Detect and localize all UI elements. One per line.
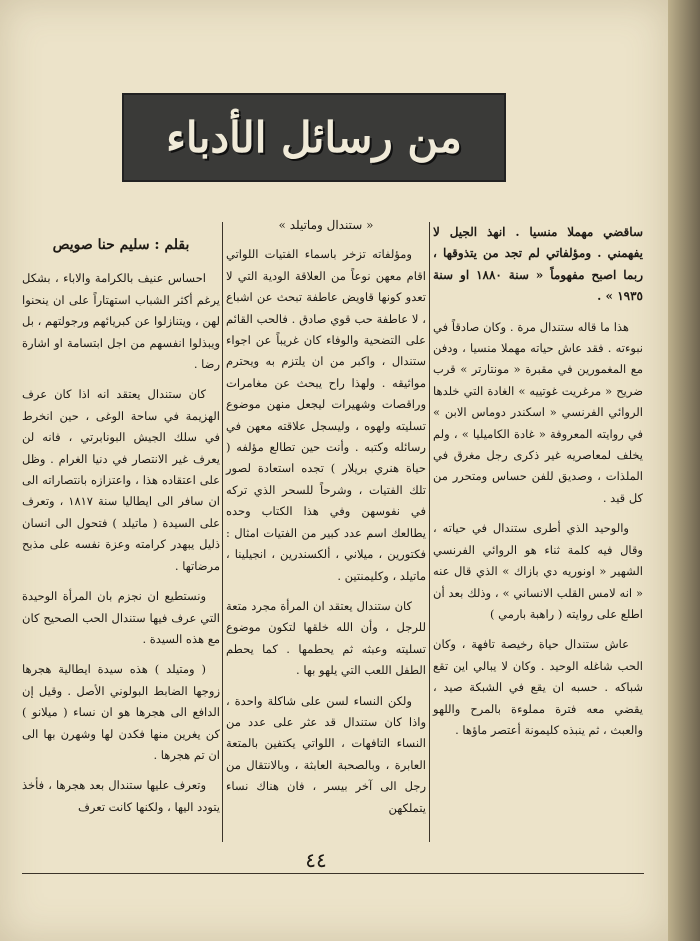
paragraph: وتعرف عليها ستندال بعد هجرها ، فأخذ يتودد اليها ، ولكنها كانت تعرف — [22, 778, 220, 814]
article-column-middle — [226, 215, 426, 828]
paragraph: ومؤلفاته تزخر باسماء الفتيات اللواتي اقام معهن نوعاً من العلاقة الودية التي لا تعدو كونها قاويض عاطفة تبحث عن اشباع ، لا عاطفة حب قوي صادق . فالحب القائم على التضحية والوفاء كان غريباً عن اجواء ستندال ، واكبر من ان يلتزم به ويحترم مواثيقه . ولهذا راح يبحث عن مغامرات وراقصات وشهيرات ليجعل منهن موضوع تسليته ولهوه ، وليسجل علاقته معهن في رسائله وكتبه . وأنت حين تطالع مؤلفه ( حياة هنري بريلار ) تجده استعادة لصور تلك الفتيات ، وشرحاً للسحر الذي تركه في نفوسهن وفي هذا الكتاب وحده يطالعك اسم عدد كبير من الفتيات امثال : فكتورين ، ميلاني ، ألكسندرين ، انجيلينا ، ماتيلد ، وكليمنتين . — [226, 247, 426, 583]
article-column-right — [433, 222, 643, 750]
paragraph: ونستطيع ان نجزم بان المرأة الوحيدة التي عرف فيها ستندال الحب الصحيح كان مع هذه السيدة . — [22, 589, 220, 646]
paragraph: ( ومتيلد ) هذه سيدة ايطالية هجرها زوجها الضابط البولوني الأصل . وقيل إن الدافع الى هجرها هو ان نساء ( ميلانو ) كن يغرين منها فكدن لها وشهرن بها الى ان تم هجرها . — [22, 662, 220, 762]
column-divider — [222, 222, 223, 842]
banner-title: من رسائل الأدباء — [166, 113, 462, 162]
column-title: « ستندال وماتيلد » — [278, 218, 374, 232]
paragraph: احساس عنيف بالكرامة والاباء ، بشكل يرغم أكثر الشباب استهتاراً على ان ينحنوا لهن ، ويتنازلوا عن كبريائهم ورجولتهم ، بل ويبذلوا انفسهم من اجل ابتسامة او اشارة رضا . — [22, 271, 220, 372]
article-column-left — [22, 215, 220, 827]
paragraph: كان ستندال يعتقد انه اذا كان عرف الهزيمة في ساحة الوغى ، حين انخرط في سلك الجيش البونابرتي ، فانه لن يعرف غير الانتصار في دنيا الغرام . وظل على اعتقاده هذا ، واعتزازه بانتصاراته الى ان سافر الى ايطاليا سنة ١٨١٧ ، وتعرف على السيدة ( ماتيلد ) فتحول الى انسان ذليل يبهدر كرامته وعزة نفسه على مذبح مرضاتها . — [22, 387, 220, 573]
page-number: ٤٤ — [305, 848, 327, 872]
paragraph: ولكن النساء لسن على شاكلة واحدة ، واذا كان ستندال قد عثر على عدد من النساء التافهات ، اللواتي يكتفين بالمتعة العابرة ، وبالصحبة العابثة ، وبالانتقال من رجل الى آخر بيسر ، فان هناك نساء يتملكهن — [226, 693, 426, 815]
section-banner — [122, 93, 506, 182]
paragraph: كان ستندال يعتقد ان المرأة مجرد متعة للرجل ، وأن الله خلقها لتكون موضوع تسليته وعبثه ثم يحطمها . كما يحطم الطفل اللعب التي يلهو بها . — [226, 598, 426, 678]
page-edge — [668, 0, 700, 941]
footer-rule — [22, 873, 644, 874]
paragraph: عاش ستندال حياة رخيصة تافهة ، وكان الحب شاغله الوحيد . وكان لا يبالي اين تقع شباكه . حسبه ان يقع في الشبكة صيد ، يقضي معه فترة مملوءة بالمرح واللهو والعبث ، ثم ينبذه كليمونة أعتصر ماؤها . — [433, 637, 643, 737]
intro-quote: ساقضي مهملا منسيا . انهذ الجيل لا يفهمني . ومؤلفاتي لم تجد من يتذوقها ، ربما اصبح مفهوماً « سنة ١٨٨٠ او سنة ١٩٣٥ » . — [433, 225, 643, 304]
author-byline: بقلم : سليم حنا صويص — [52, 237, 190, 253]
column-divider — [429, 222, 430, 842]
paragraph: والوحيد الذي أطرى ستندال في حياته ، وقال فيه كلمة ثناء هو الروائي الفرنسي الشهير « اونوريه دي بازاك » الذي قال عنه « انه لامس القلب الانساني » ، وذلك بعد أن اطلع على روايته ( راهبة بارمي ) — [433, 521, 643, 621]
paragraph: هذا ما قاله ستندال مرة . وكان صادقاً في نبوءته . فقد عاش حياته مهملا منسيا ، ودفن مع المغمورين في مقبرة « مونتارتر » قرب ضريح « مرغريت غوتييه » الغادة التي خلدها الروائي الفرنسي « اسكندر دوماس الابن » في روايته المعروفة « غادة الكاميليا » ، ولم يخلف لمعاصريه غير ذكرى رجل مغرق في الملذات ، وصديق للفن حساس ومتحرر من كل قيد . — [433, 319, 643, 505]
